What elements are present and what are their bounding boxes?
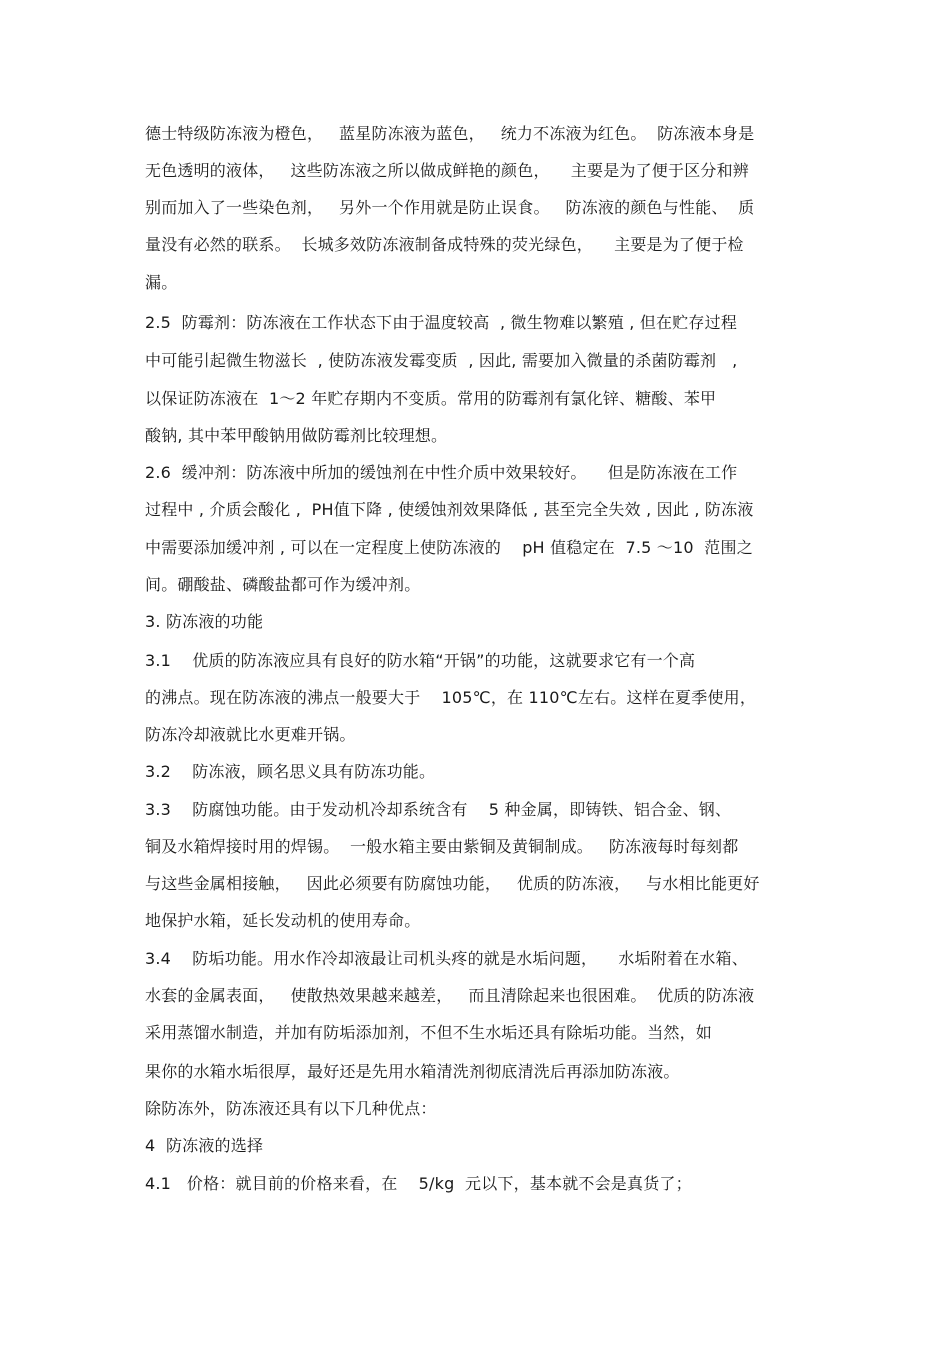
section-2-6-line: 2.6 缓冲剂：防冻液中所加的缓蚀剂在中性介质中效果较好。 但是防冻液在工作 [145, 463, 738, 482]
paragraph-line: 量没有必然的联系。 长城多效防冻液制备成特殊的荧光绿色， 主要是为了便于检 [145, 235, 744, 254]
section-2-5-line: 2.5 防霉剂：防冻液在工作状态下由于温度较高 , 微生物难以繁殖 , 但在贮存过程 [145, 313, 738, 332]
paragraph-line: 漏。 [145, 273, 178, 292]
section-3-1-line: 3.1 优质的防冻液应具有良好的防水箱“开锅”的功能，这就要求它有一个高 [145, 651, 696, 670]
paragraph-line: 别而加入了一些染色剂， 另外一个作用就是防止误食。 防冻液的颜色与性能、 质 [145, 198, 755, 217]
paragraph-line: 除防冻外，防冻液还具有以下几种优点： [145, 1099, 437, 1118]
section-3-2-line: 3.2 防冻液，顾名思义具有防冻功能。 [145, 762, 436, 781]
paragraph-line: 果你的水箱水垢很厚，最好还是先用水箱清洗剂彻底清洗后再添加防冻液。 [145, 1062, 680, 1081]
paragraph-line: 中可能引起微生物滋长 , 使防冻液发霉变质 , 因此, 需要加入微量的杀菌防霉剂 , [145, 351, 738, 370]
section-3-heading: 3. 防冻液的功能 [145, 612, 264, 631]
paragraph-line: 铜及水箱焊接时用的焊锡。 一般水箱主要由紫铜及黄铜制成。 防冻液每时每刻都 [145, 837, 739, 856]
paragraph-line: 以保证防冻液在 1～2 年贮存期内不变质。常用的防霉剂有氯化锌、糖酸、苯甲 [145, 389, 717, 408]
paragraph-line: 的沸点。现在防冻液的沸点一般要大于 105℃，在 110℃左右。这样在夏季使用， [145, 688, 757, 707]
paragraph-line: 无色透明的液体， 这些防冻液之所以做成鲜艳的颜色， 主要是为了便于区分和辨 [145, 161, 750, 180]
paragraph-line: 采用蒸馏水制造，并加有防垢添加剂，不但不生水垢还具有除垢功能。当然，如 [145, 1023, 713, 1042]
paragraph-line: 与这些金属相接触， 因此必须要有防腐蚀功能， 优质的防冻液， 与水相比能更好 [145, 874, 760, 893]
section-3-4-line: 3.4 防垢功能。用水作冷却液最让司机头疼的就是水垢问题， 水垢附着在水箱、 [145, 949, 748, 968]
paragraph-line: 中需要添加缓冲剂 , 可以在一定程度上使防冻液的 pH 值稳定在 7.5 ～10 范围之 [145, 538, 753, 557]
section-3-3-line: 3.3 防腐蚀功能。由于发动机冷却系统含有 5 种金属，即铸铁、铝合金、钢、 [145, 800, 732, 819]
paragraph-line: 酸钠, 其中苯甲酸钠用做防霉剂比较理想。 [145, 426, 448, 445]
paragraph-line: 德士特级防冻液为橙色， 蓝星防冻液为蓝色， 统力不冻液为红色。 防冻液本身是 [145, 124, 755, 143]
paragraph-line: 水套的金属表面， 使散热效果越来越差， 而且清除起来也很困难。 优质的防冻液 [145, 986, 755, 1005]
section-4-heading: 4 防冻液的选择 [145, 1136, 264, 1155]
paragraph-line: 间。硼酸盐、磷酸盐都可作为缓冲剂。 [145, 575, 421, 594]
paragraph-line: 地保护水箱，延长发动机的使用寿命。 [145, 911, 421, 930]
section-4-1-line: 4.1 价格：就目前的价格来看，在 5/kg 元以下，基本就不会是真货了； [145, 1174, 692, 1193]
paragraph-line: 防冻冷却液就比水更难开锅。 [145, 725, 356, 744]
paragraph-line: 过程中 , 介质会酸化 , PH值下降 , 使缓蚀剂效果降低 , 甚至完全失效 , 因此 , 防冻液 [145, 500, 754, 519]
